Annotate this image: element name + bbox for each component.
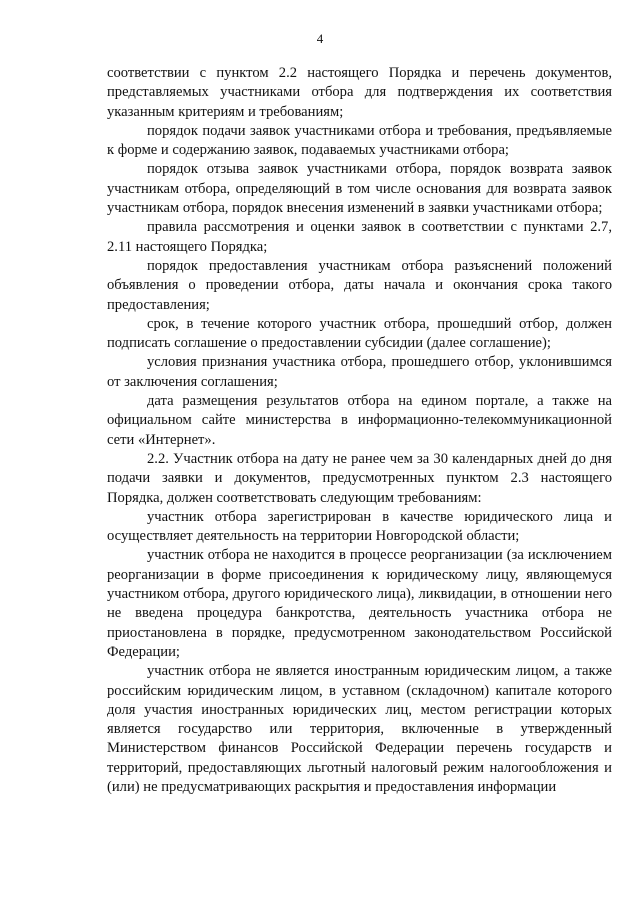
- paragraph-continuation: соответствии с пунктом 2.2 настоящего Порядка и перечень документов, представляемых участниками отбора для подтверждения их соответствия указанным критериям и требованиям;: [107, 65, 612, 120]
- paragraph-evasion-conditions: условия признания участника отбора, прошедшего отбор, уклонившимся от заключения соглашения;: [107, 354, 612, 390]
- paragraph-registration-requirement: участник отбора зарегистрирован в качестве юридического лица и осуществляет деятельность на территории Новгородской области;: [107, 508, 612, 545]
- document-body: [107, 64, 612, 797]
- paragraph-section-2-2: 2.2. Участник отбора на дату не ранее чем за 30 календарных дней до дня подачи заявки и документов, предусмотренных пунктом 2.3 настоящего Порядка, должен соответствовать следующим требованиям:: [107, 450, 612, 506]
- paragraph-submission-procedure: порядок подачи заявок участниками отбора и требования, предъявляемые к форме и содержанию заявок, подаваемых участниками отбора;: [107, 122, 612, 159]
- paragraph-foreign-entity-requirement: участник отбора не является иностранным юридическим лицом, а также российским юридическим лицом, в уставном (складочном) капитале которого доля участия иностранных юридических лиц, местом регистрации которых является государство или территория, включенные в утвержденный Министерством финансов Российской Федерации перечень государств и территорий, предоставляющих льготный налоговый режим налогообложения и (или) не предусматривающих раскрытия и предоставления информации: [107, 663, 612, 795]
- paragraph-withdrawal-procedure: порядок отзыва заявок участниками отбора, порядок возврата заявок участникам отбора, определяющий в том числе основания для возврата заявок участникам отбора, порядок внесения изменений в заявки участниками отбора;: [107, 161, 612, 217]
- paragraph-results-publication: дата размещения результатов отбора на едином портале, а также на официальном сайте министерства в информационно-телекоммуникационной сети «Интернет».: [107, 393, 612, 448]
- paragraph-signing-term: срок, в течение которого участник отбора, прошедший отбор, должен подписать соглашение о предоставлении субсидии (далее соглашение);: [107, 315, 612, 352]
- paragraph-clarifications: порядок предоставления участникам отбора разъяснений положений объявления о проведении отбора, даты начала и окончания срока такого предоставления;: [107, 257, 612, 313]
- page-number: 4: [316, 31, 324, 46]
- paragraph-reorganization-requirement: участник отбора не находится в процессе реорганизации (за исключением реорганизации в форме присоединения к юридическому лицу, являющемуся участником отбора, другого юридического лица), ликвидации, в отношении него не введена процедура банкротства, деятельность участника отбора не приостановлена в порядке, предусмотренном законодательством Российской Федерации;: [107, 547, 612, 660]
- paragraph-review-rules: правила рассмотрения и оценки заявок в соответствии с пунктами 2.7, 2.11 настоящего Порядка;: [107, 219, 612, 255]
